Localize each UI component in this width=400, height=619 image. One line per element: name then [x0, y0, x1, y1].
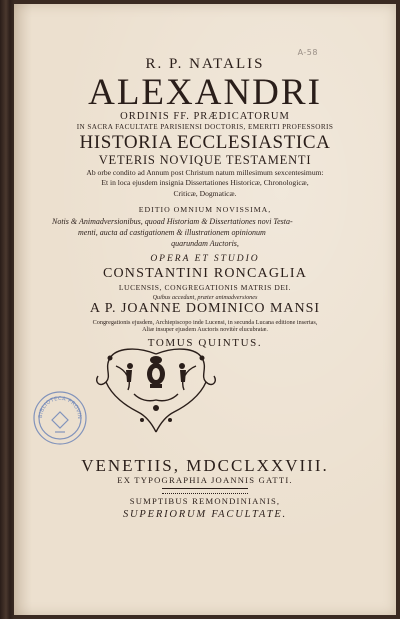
- work-description-2: Et in loca ejusdem insignia Dissertationes Historicæ, Chronologicæ,: [101, 178, 309, 187]
- imprint-expense: SUMPTIBUS REMONDINIANIS,: [129, 496, 281, 506]
- volume-line: TOMUS QUINTUS.: [147, 337, 263, 349]
- editor-name: CONSTANTINI RONCAGLIA: [102, 266, 308, 281]
- mansi-description-1: Congregationis ejusdem, Archiepiscopo inde Lucensi, in secunda Lucana editione insertas,: [92, 319, 318, 326]
- stamp-text: BIBLIOTECA PROVIN: [37, 395, 83, 420]
- mansi-description-2: Aliæ insuper ejusdem Auctoris novitèr elucubratæ.: [142, 326, 268, 333]
- author-order: ORDINIS FF. PRÆDICATORUM: [120, 111, 290, 122]
- additions-line: Quibus accedunt, præter animadversiones: [152, 294, 258, 301]
- printers-ornament: [76, 336, 236, 436]
- author-name: ALEXANDRI: [88, 72, 322, 113]
- author-prefix: R. P. NATALIS: [145, 56, 265, 72]
- imprint-place-date: VENETIIS, MDCCLXXVIII.: [81, 456, 329, 475]
- edition-line: EDITIO OMNIUM NOVISSIMA,: [138, 205, 272, 214]
- work-subtitle: VETERIS NOVIQUE TESTAMENTI: [98, 153, 312, 167]
- opera-line: OPERA ET STUDIO: [150, 254, 260, 264]
- library-stamp: [32, 390, 88, 446]
- imprint-printer: EX TYPOGRAPHIA JOANNIS GATTI.: [117, 475, 293, 485]
- notes-line-1: Notis & Animadversionibus, quoad Historiam & Dissertationes novi Testa-: [52, 217, 293, 226]
- mansi-name: A P. JOANNE DOMINICO MANSI: [89, 301, 321, 316]
- notes-line-3: quarundam Auctoris,: [171, 239, 239, 248]
- work-description-1: Ab orbe condito ad Annum post Christum natum millesimum sexcentesimum:: [86, 168, 324, 177]
- author-faculty: IN SACRA FACULTATE PARISIENSI DOCTORIS, EMERITI PROFESSORIS: [76, 123, 334, 131]
- title-page: [14, 4, 396, 615]
- notes-line-2: menti, aucta ad castigationem & illustrationem opinionum: [78, 228, 266, 237]
- editor-congregation: LUCENSIS, CONGREGATIONIS MATRIS DEI.: [118, 283, 292, 292]
- imprint-permission: SUPERIORUM FACULTATE.: [123, 509, 287, 520]
- work-title: HISTORIA ECCLESIASTICA: [79, 132, 331, 153]
- imprint-rule: [162, 488, 248, 494]
- catalog-mark: A-58: [297, 48, 318, 57]
- work-description-3: Criticæ, Dogmaticæ.: [173, 189, 237, 198]
